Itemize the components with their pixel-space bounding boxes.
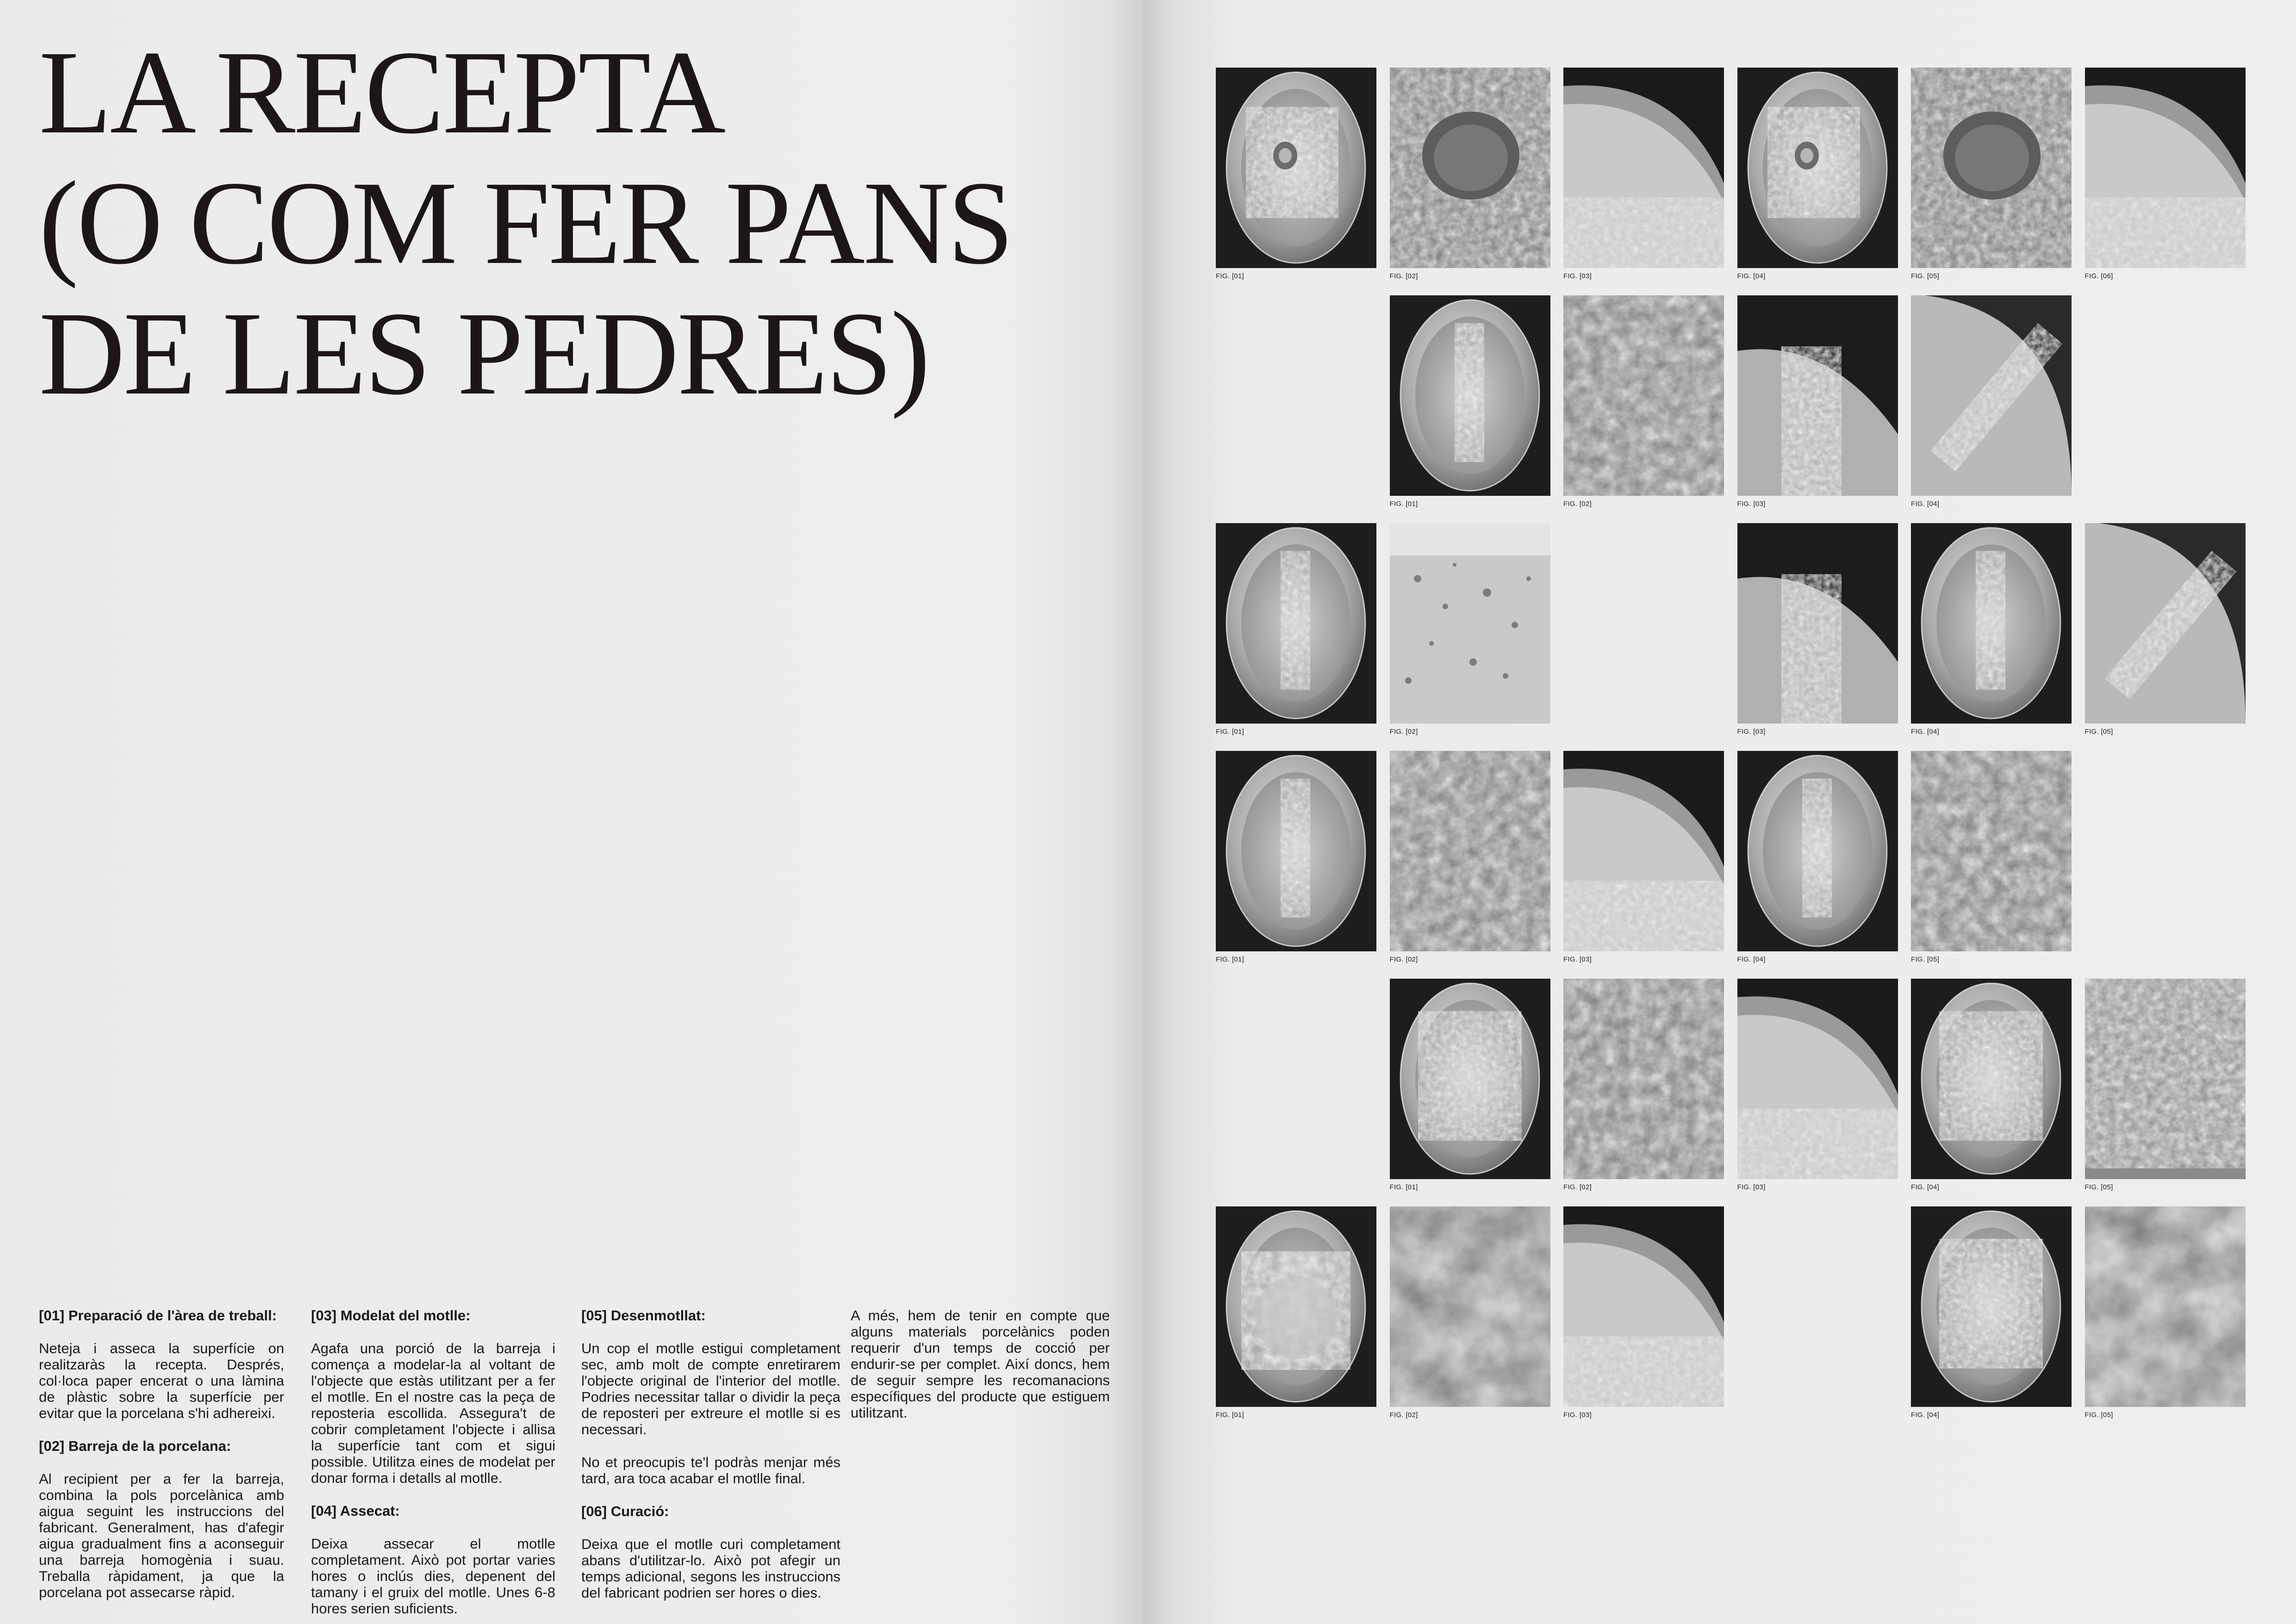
- figure-caption: FIG. [04]: [1911, 1183, 1940, 1191]
- figure-photo: [1563, 751, 1724, 951]
- figure-caption: FIG. [04]: [1737, 956, 1766, 963]
- step-body: Agafa una porció de la barreja i comença a modelar-la al voltant de l'objecte que estàs utilitzant per a fer el motlle. En el nostre cas la peça de reposteria escollida. Assegura't de cobrir completament l'objecte i allisa la superfície tant com et sigui possible. Utilitza eines de modelat per donar forma i detalls al motlle.: [311, 1340, 555, 1486]
- figure-caption: FIG. [02]: [1563, 500, 1592, 508]
- figure-caption: FIG. [03]: [1563, 956, 1592, 963]
- figure-photo: [1563, 295, 1724, 496]
- title-line-2: (O COM FER PANS: [39, 156, 1012, 289]
- figure-photo: [2085, 523, 2246, 724]
- figure-photo: [1911, 751, 2072, 951]
- step-body: Neteja i asseca la superfície on realitzaràs la recepta. Després, col·loca paper encerat o una làmina de plàstic sobre la superfície per evitar que la porcelana s'hi adhereixi.: [39, 1340, 284, 1421]
- right-page: [1143, 0, 2296, 1624]
- figure-caption: FIG. [05]: [2084, 1183, 2113, 1191]
- text-column-2: [311, 1307, 555, 1624]
- left-page: [0, 0, 1143, 1624]
- figure-photo: [1911, 979, 2072, 1179]
- figure-caption: FIG. [05]: [2084, 728, 2113, 736]
- figure-caption: FIG. [05]: [1911, 956, 1940, 963]
- figure-photo: [1390, 68, 1550, 268]
- figure-photo: [1216, 751, 1376, 951]
- figure-photo: [1563, 979, 1724, 1179]
- figure-photo: [1390, 523, 1550, 724]
- figure-caption: FIG. [02]: [1389, 1411, 1418, 1419]
- figure-photo: [1911, 295, 2072, 496]
- figure-caption: FIG. [01]: [1389, 500, 1418, 508]
- figure-photo: [1390, 295, 1550, 496]
- figure-caption: FIG. [03]: [1563, 1411, 1592, 1419]
- step-heading: [03] Modelat del motlle:: [311, 1307, 471, 1324]
- figure-caption: FIG. [06]: [2084, 272, 2113, 280]
- step-heading: [06] Curació:: [581, 1503, 669, 1519]
- figure-caption: FIG. [01]: [1389, 1183, 1418, 1191]
- figure-photo: [1216, 523, 1376, 724]
- text-column-4: [851, 1307, 1110, 1437]
- text-column-1: [39, 1307, 284, 1617]
- figure-caption: FIG. [04]: [1911, 1411, 1940, 1419]
- step-body: Deixa assecar el motlle completament. Això pot portar varies hores o inclús dies, depenent del tamany i el gruix del motlle. Unes 6-8 hores serien suficients.: [311, 1536, 555, 1617]
- figure-caption: FIG. [03]: [1737, 728, 1766, 736]
- figure-caption: FIG. [02]: [1563, 1183, 1592, 1191]
- step-body: Un cop el motlle estigui completament sec, amb molt de compte enretirarem l'objecte original de l'interior del motlle. Podries necessitar tallar o dividir la peça de reposteri per extreure el motlle si es necessari.: [581, 1340, 840, 1437]
- page-title: [39, 27, 1103, 418]
- figure-photo: [2085, 68, 2246, 268]
- figure-photo: [2085, 1206, 2246, 1407]
- figure-caption: FIG. [03]: [1737, 500, 1766, 508]
- step-heading: [01] Preparació de l'àrea de treball:: [39, 1307, 277, 1324]
- figure-caption: FIG. [01]: [1216, 956, 1244, 963]
- figure-photo: [1737, 295, 1898, 496]
- step-body-extra: No et preocupis te'l podràs menjar més tard, ara toca acabar el motlle final.: [581, 1454, 840, 1487]
- step-heading: [04] Assecat:: [311, 1503, 400, 1519]
- text-column-3: [581, 1307, 840, 1618]
- figure-photo: [1216, 1206, 1376, 1407]
- figure-photo: [1737, 979, 1898, 1179]
- note-paragraph: A més, hem de tenir en compte que alguns materials porcelànics poden requerir d'un temps de cocció per endurir-se per complet. Així doncs, hem de seguir sempre les recomanacions específiques del producte que estiguem utilitzant.: [851, 1307, 1110, 1421]
- figure-photo: [1390, 751, 1550, 951]
- figure-caption: FIG. [02]: [1389, 728, 1418, 736]
- figure-photo: [1390, 1206, 1550, 1407]
- figure-photo: [1911, 523, 2072, 724]
- figure-caption: FIG. [04]: [1911, 728, 1940, 736]
- figure-caption: FIG. [04]: [1737, 272, 1766, 280]
- figure-photo: [1737, 523, 1898, 724]
- figure-photo: [1563, 68, 1724, 268]
- figure-caption: FIG. [01]: [1216, 1411, 1244, 1419]
- figure-caption: FIG. [05]: [1911, 272, 1940, 280]
- step-heading: [02] Barreja de la porcelana:: [39, 1438, 231, 1454]
- figure-caption: FIG. [01]: [1216, 728, 1244, 736]
- figure-photo: [1911, 68, 2072, 268]
- figure-photo: [1737, 68, 1898, 268]
- figure-photo: [1737, 751, 1898, 951]
- figure-caption: FIG. [01]: [1216, 272, 1244, 280]
- figure-caption: FIG. [03]: [1563, 272, 1592, 280]
- figure-photo: [1563, 1206, 1724, 1407]
- figure-caption: FIG. [03]: [1737, 1183, 1766, 1191]
- figure-caption: FIG. [02]: [1389, 272, 1418, 280]
- title-line-1: LA RECEPTA: [39, 26, 724, 158]
- step-body: Deixa que el motlle curi completament abans d'utilitzar-lo. Això pot afegir un temps adicional, segons les instruccions del fabricant podrien ser hores o dies.: [581, 1536, 840, 1601]
- figure-photo: [1390, 979, 1550, 1179]
- title-line-3: DE LES PEDRES): [39, 287, 929, 419]
- figure-caption: FIG. [02]: [1389, 956, 1418, 963]
- step-body: Al recipient per a fer la barreja, combina la pols porcelànica amb aigua seguint les instruccions del fabricant. Generalment, has d'afegir aigua gradualment fins a aconseguir una barreja homogènia i suau. Treballa ràpidament, ja que la porcelana pot assecarse ràpid.: [39, 1471, 284, 1600]
- figure-photo: [2085, 979, 2246, 1179]
- figure-photo: [1216, 68, 1376, 268]
- figure-photo: [1911, 1206, 2072, 1407]
- step-heading: [05] Desenmotllat:: [581, 1307, 706, 1324]
- figure-caption: FIG. [04]: [1911, 500, 1940, 508]
- figure-caption: FIG. [05]: [2084, 1411, 2113, 1419]
